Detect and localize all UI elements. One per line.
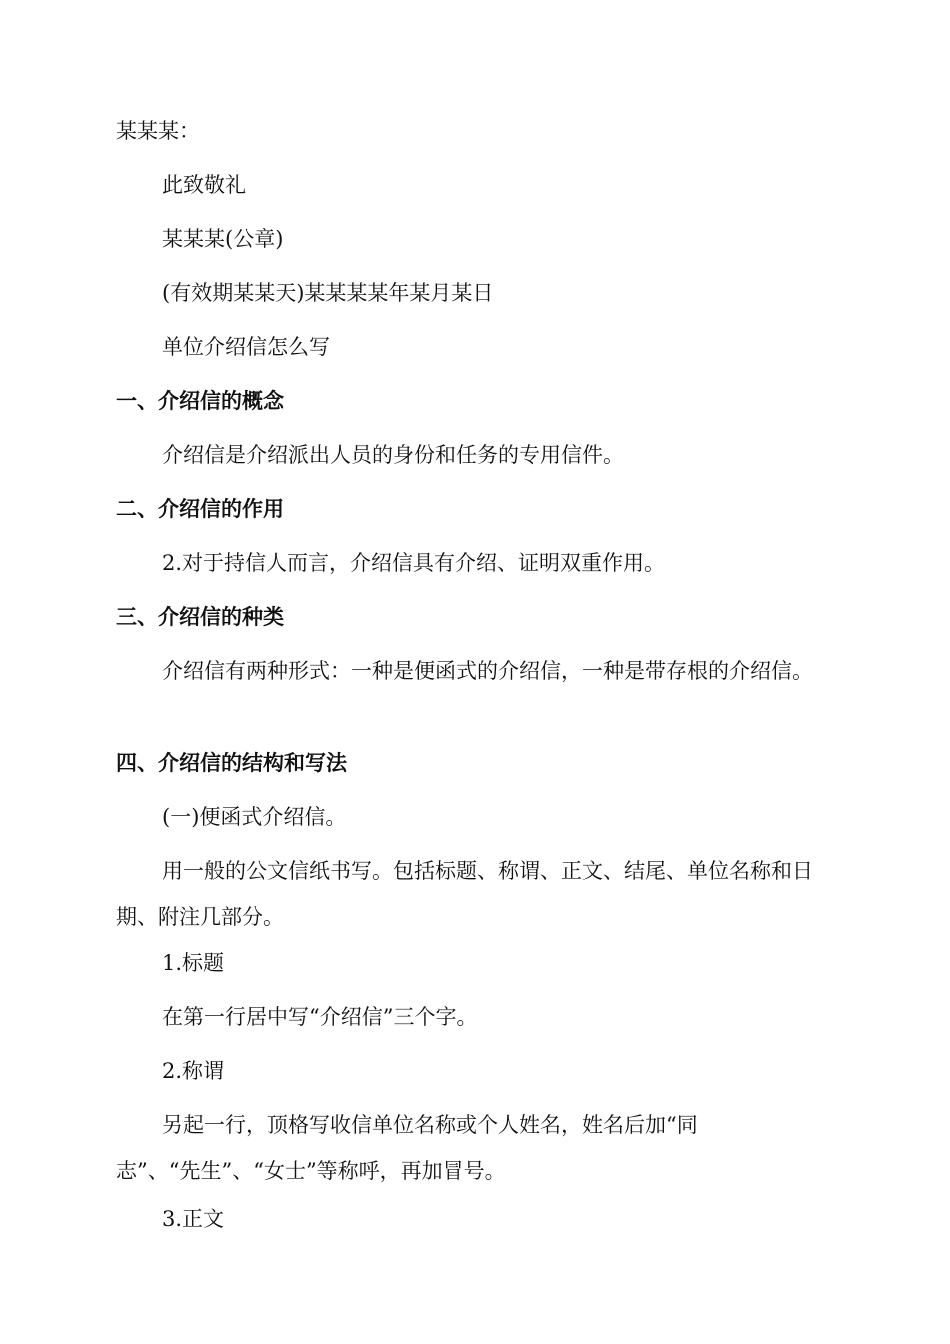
validity-date: (有效期某某天)某某某某年某月某日 xyxy=(162,281,494,305)
paragraph-concept: 介绍信是介绍派出人员的身份和任务的专用信件。 xyxy=(162,443,624,467)
paragraph-function: 2.对于持信人而言，介绍信具有介绍、证明双重作用。 xyxy=(162,551,666,575)
heading-concept: 一、介绍信的概念 xyxy=(116,388,284,413)
paragraph-types: 介绍信有两种形式：一种是便函式的介绍信，一种是带存根的介绍信。 xyxy=(162,659,813,683)
paragraph-title-rule: 在第一行居中写“介绍信”三个字。 xyxy=(162,1005,478,1029)
signer-seal: 某某某(公章) xyxy=(162,227,284,251)
heading-structure: 四、介绍信的结构和写法 xyxy=(116,750,347,775)
paragraph-salutation-line1: 另起一行，顶格写收信单位名称或个人姓名，姓名后加“同 xyxy=(162,1113,698,1137)
subheading-body: 3.正文 xyxy=(162,1207,225,1231)
heading-types: 三、介绍信的种类 xyxy=(116,604,284,629)
paragraph-salutation-line2: 志”、“先生”、“女士”等称呼，再加冒号。 xyxy=(116,1159,506,1183)
paragraph-memo-type: (一)便函式介绍信。 xyxy=(162,805,347,829)
heading-function: 二、介绍信的作用 xyxy=(116,496,284,521)
subheading-title: 1.标题 xyxy=(162,951,225,975)
section-subtitle: 单位介绍信怎么写 xyxy=(162,335,330,359)
subheading-salutation: 2.称谓 xyxy=(162,1059,225,1083)
salutation: 某某某： xyxy=(116,119,200,143)
closing-text: 此致敬礼 xyxy=(162,173,246,197)
paragraph-memo-parts: 用一般的公文信纸书写。包括标题、称谓、正文、结尾、单位名称和日期、附注几部分。 xyxy=(116,859,813,929)
